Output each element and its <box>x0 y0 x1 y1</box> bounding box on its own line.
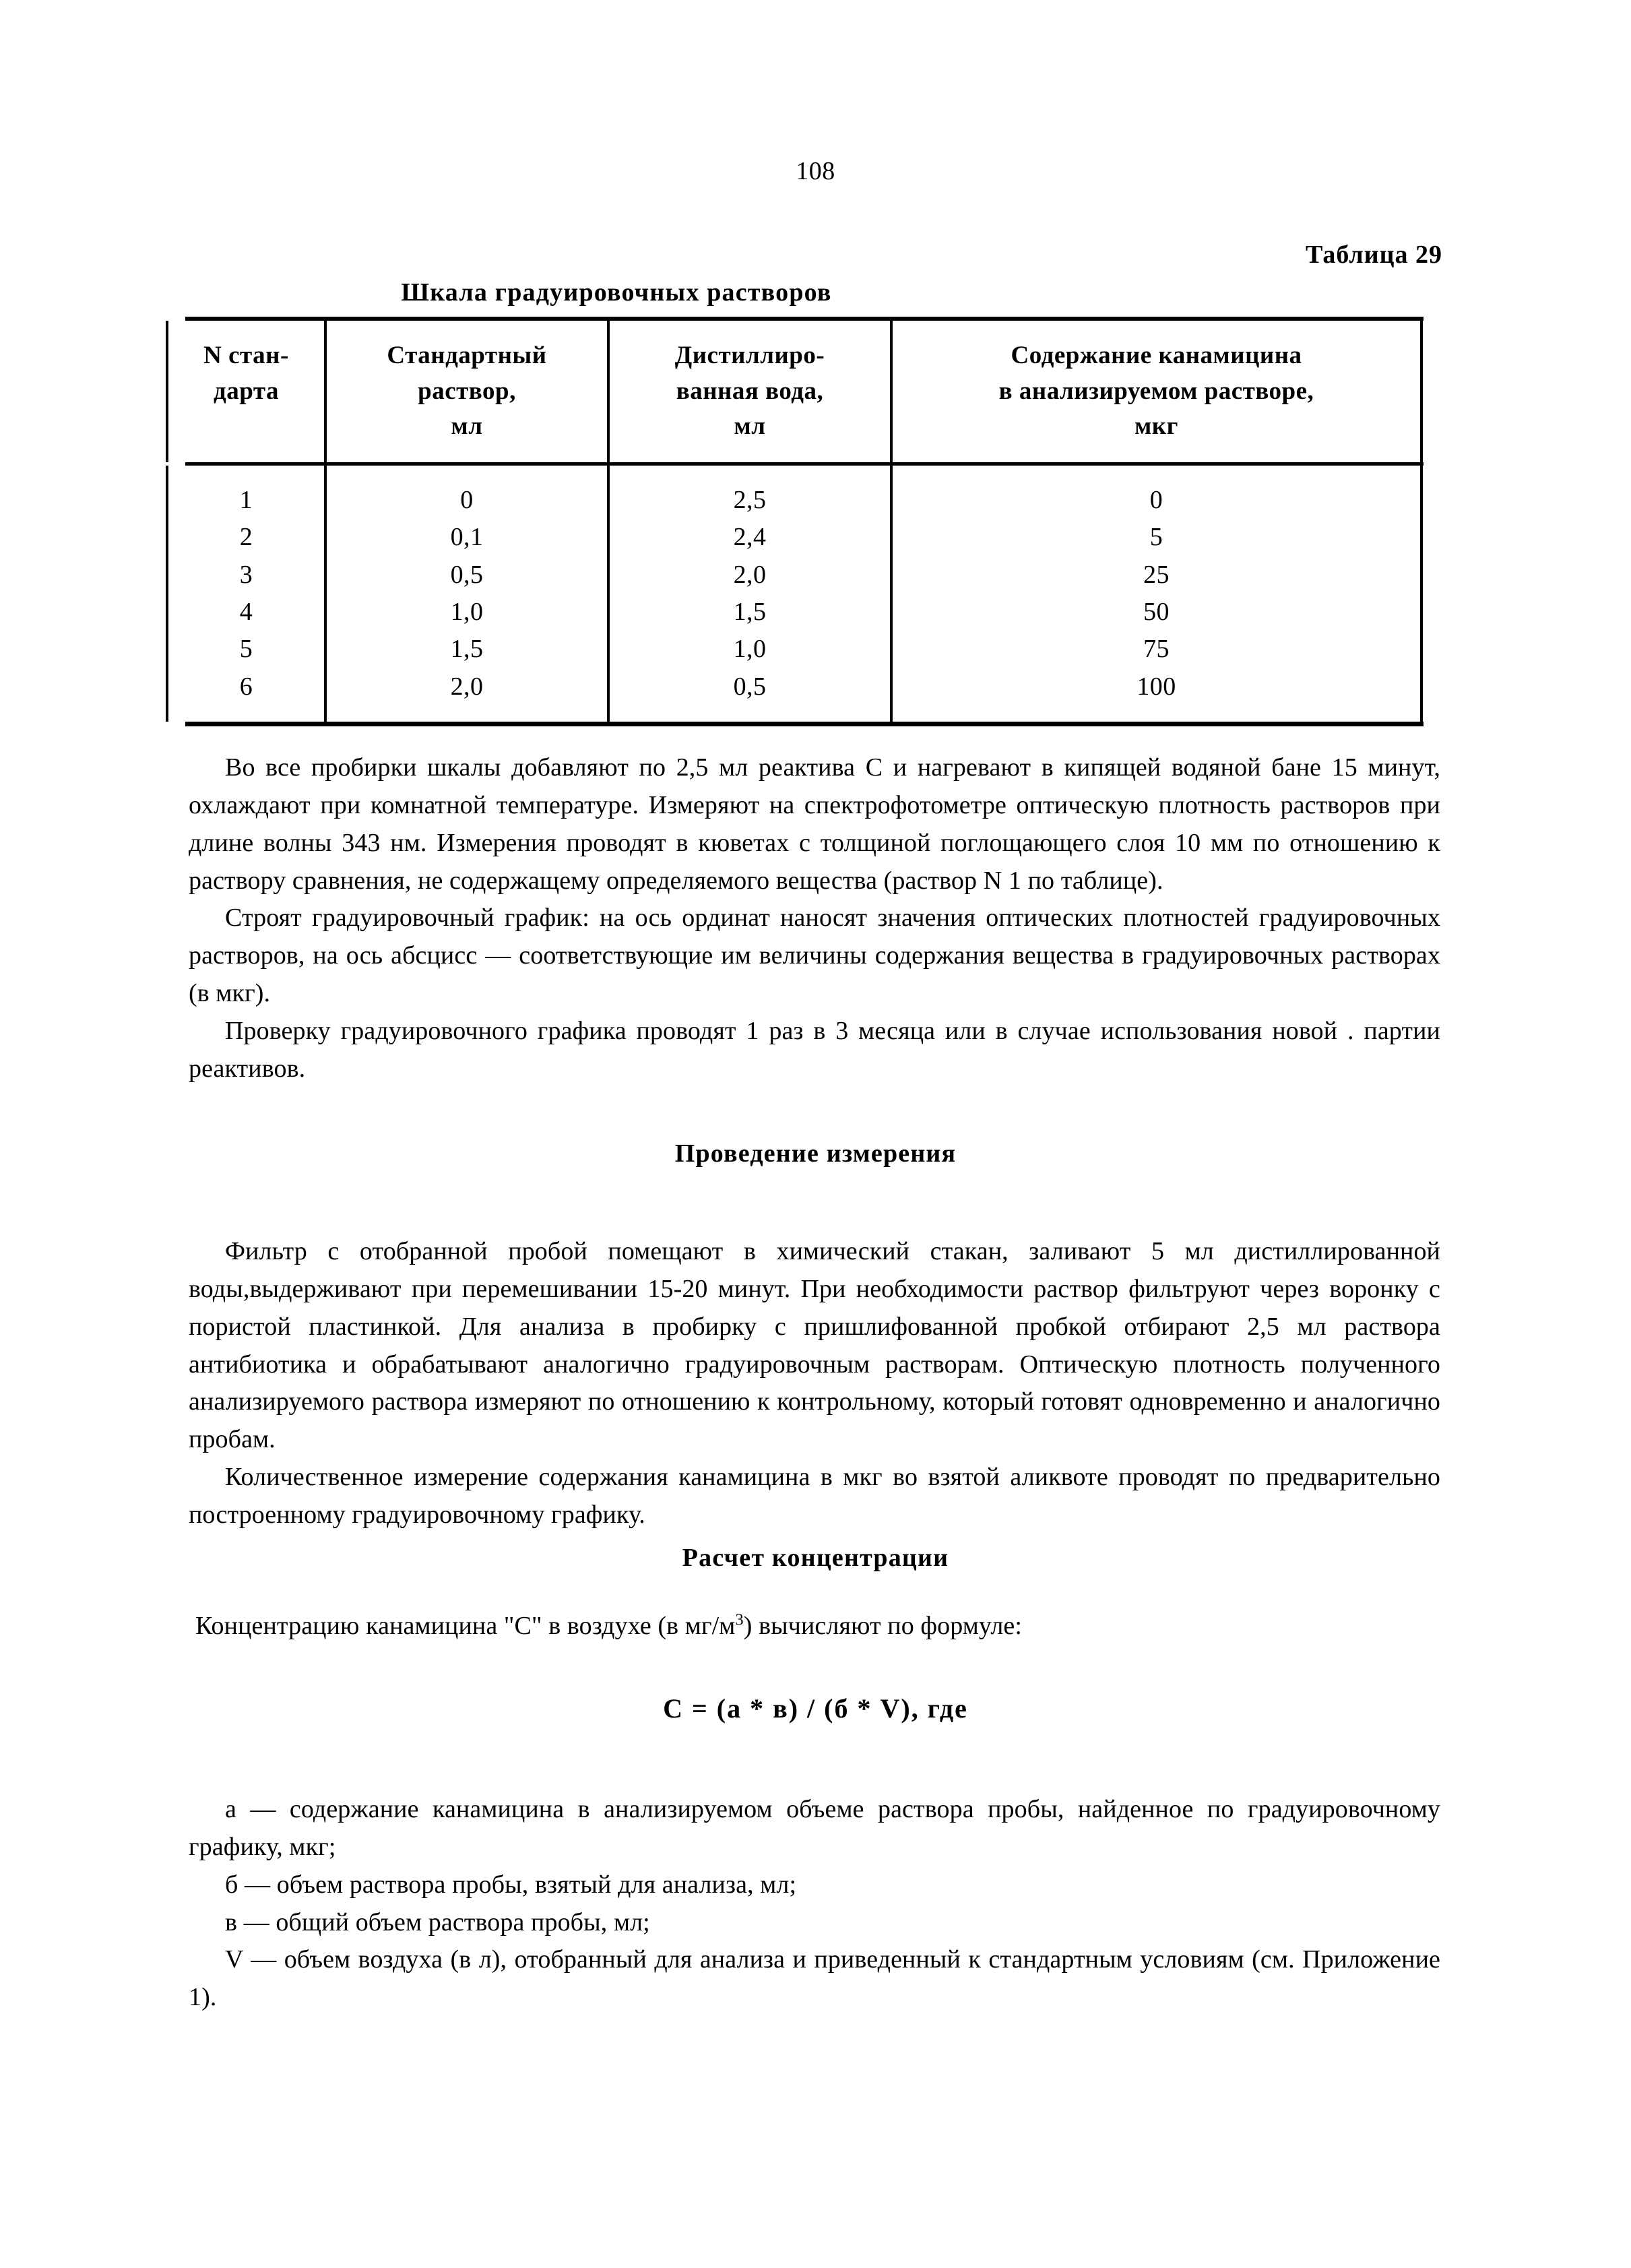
cell-distilled-water: 0,5 <box>608 668 891 722</box>
cell-kanamycin-content: 5 <box>891 519 1421 556</box>
header-line-3: мл <box>734 412 766 441</box>
table-row <box>167 594 1421 631</box>
header-spacer <box>168 409 324 414</box>
header-line-1: Стандартный <box>387 342 547 369</box>
header-line-3: мл <box>451 412 483 441</box>
heading-measurement: Проведение измерения <box>674 1139 957 1168</box>
cell-distilled-water: 1,5 <box>608 594 891 631</box>
cell-distilled-water: 2,0 <box>608 557 891 594</box>
table-number-label: Таблица 29 <box>1305 241 1442 269</box>
definition-v: в — общий объем раствора пробы, мл; <box>225 1908 650 1936</box>
lead-text-before: Концентрацию канамицина "С" в воздухе (в мг/м <box>195 1612 736 1640</box>
header-line-1: N стан- <box>203 342 289 369</box>
table-row <box>167 631 1421 668</box>
cell-standard-solution: 0,5 <box>325 557 608 594</box>
table-row <box>167 668 1421 722</box>
page-number: 108 <box>796 157 835 185</box>
table-grid <box>166 321 1423 462</box>
table-row <box>167 557 1421 594</box>
header-line-1: Содержание канамицина <box>1011 342 1302 369</box>
cell-kanamycin-content: 25 <box>891 557 1421 594</box>
cell-standard-number: 6 <box>167 668 325 722</box>
cell-standard-solution: 1,0 <box>325 594 608 631</box>
table-row <box>167 466 1421 519</box>
table-header-cell-kanamycin-content <box>891 321 1421 462</box>
body-paragraphs-group-1 <box>189 749 1440 1088</box>
body-paragraphs-group-2 <box>189 1233 1440 1534</box>
table-bottom-rule <box>185 722 1424 726</box>
calibration-table <box>185 317 1424 726</box>
paragraph-procedure-heating: Во все пробирки шкалы добавляют по 2,5 мл реактива С и нагревают в кипящей водяной бане 15 минут, охлаждают при комнатной температуре. Измеряют на спектрофотометре оптическую плотность растворов при длине волны 343 нм. Измерения проводят в кюветах с толщиной поглощающего слоя 10 мм по отношению к раствору сравнения, не содержащему определяемого вещества (раствор N 1 по таблице). <box>189 753 1440 895</box>
table-header-cell-distilled-water <box>608 321 891 462</box>
concentration-formula: С = (а * в) / (б * V), где <box>663 1693 968 1724</box>
table-header-cell-standard-number <box>167 321 325 462</box>
definition-b: б — объем раствора пробы, взятый для анализа, мл; <box>225 1870 797 1899</box>
paragraph-calibration-graph: Строят градуировочный график: на ось ординат наносят значения оптических плотностей градуировочных растворов, на ось абсцисс — соответствующие им величины содержания вещества в градуировочных растворах (в мкг). <box>189 904 1440 1008</box>
cell-distilled-water: 1,0 <box>608 631 891 668</box>
cell-kanamycin-content: 50 <box>891 594 1421 631</box>
definition-a: а — содержание канамицина в анализируемом объеме раствора пробы, найденное по градуировочному графику, мкг; <box>189 1795 1440 1861</box>
cell-distilled-water: 2,4 <box>608 519 891 556</box>
header-line-2: ванная вода, <box>676 377 824 405</box>
paragraph-graph-check: Проверку градуировочного графика проводят 1 раз в 3 месяца или в случае использования новой . партии реактивов. <box>189 1017 1440 1083</box>
cell-kanamycin-content: 100 <box>891 668 1421 722</box>
heading-concentration-calculation: Расчет концентрации <box>682 1544 949 1572</box>
cell-standard-number: 4 <box>167 594 325 631</box>
table-body-grid <box>166 466 1423 722</box>
cell-standard-number: 2 <box>167 519 325 556</box>
header-line-1: Дистиллиро- <box>674 342 825 369</box>
header-line-3: мкг <box>1134 412 1178 441</box>
concentration-formula-lead <box>189 1608 1440 1645</box>
cell-standard-solution: 1,5 <box>325 631 608 668</box>
paragraph-filter-sample: Фильтр с отобранной пробой помещают в химический стакан, заливают 5 мл дистиллированной воды,выдерживают при перемешивании 15-20 минут. При необходимости раствор фильтруют через воронку с пористой пластинкой. Для анализа в пробирку с пришлифованной пробкой отбирают 2,5 мл раствора антибиотика и обрабатывают аналогично градуировочным растворам. Оптическую плотность полученного анализируемого раствора измеряют по отношению к контрольному, который готовят одновременно и аналогично пробам. <box>189 1237 1440 1454</box>
table-body <box>167 466 1421 722</box>
cell-standard-solution: 2,0 <box>325 668 608 722</box>
definition-V-air: V — объем воздуха (в л), отобранный для анализа и приведенный к стандартным условиям (см. Приложение 1). <box>189 1945 1440 2012</box>
table-row <box>167 519 1421 556</box>
header-line-2: дарта <box>214 377 279 405</box>
cell-standard-solution: 0 <box>325 466 608 519</box>
cell-kanamycin-content: 0 <box>891 466 1421 519</box>
cell-kanamycin-content: 75 <box>891 631 1421 668</box>
table-header-row <box>167 321 1421 462</box>
variable-definitions <box>189 1791 1440 2017</box>
table-title: Шкала градуировочных растворов <box>401 278 832 307</box>
cell-standard-number: 5 <box>167 631 325 668</box>
cell-standard-solution: 0,1 <box>325 519 608 556</box>
table-header <box>167 321 1421 462</box>
cell-distilled-water: 2,5 <box>608 466 891 519</box>
cubic-meter-exponent: 3 <box>735 1610 744 1629</box>
header-line-2: раствор, <box>418 377 516 405</box>
paragraph-quantitative-measurement: Количественное измерение содержания канамицина в мкг во взятой аликвоте проводят по предварительно построенному градуировочному графику. <box>189 1463 1440 1530</box>
cell-standard-number: 3 <box>167 557 325 594</box>
lead-text-after: ) вычисляют по формуле: <box>743 1612 1023 1640</box>
cell-standard-number: 1 <box>167 466 325 519</box>
table-header-cell-standard-solution <box>325 321 608 462</box>
header-line-2: в анализируемом растворе, <box>998 377 1314 405</box>
